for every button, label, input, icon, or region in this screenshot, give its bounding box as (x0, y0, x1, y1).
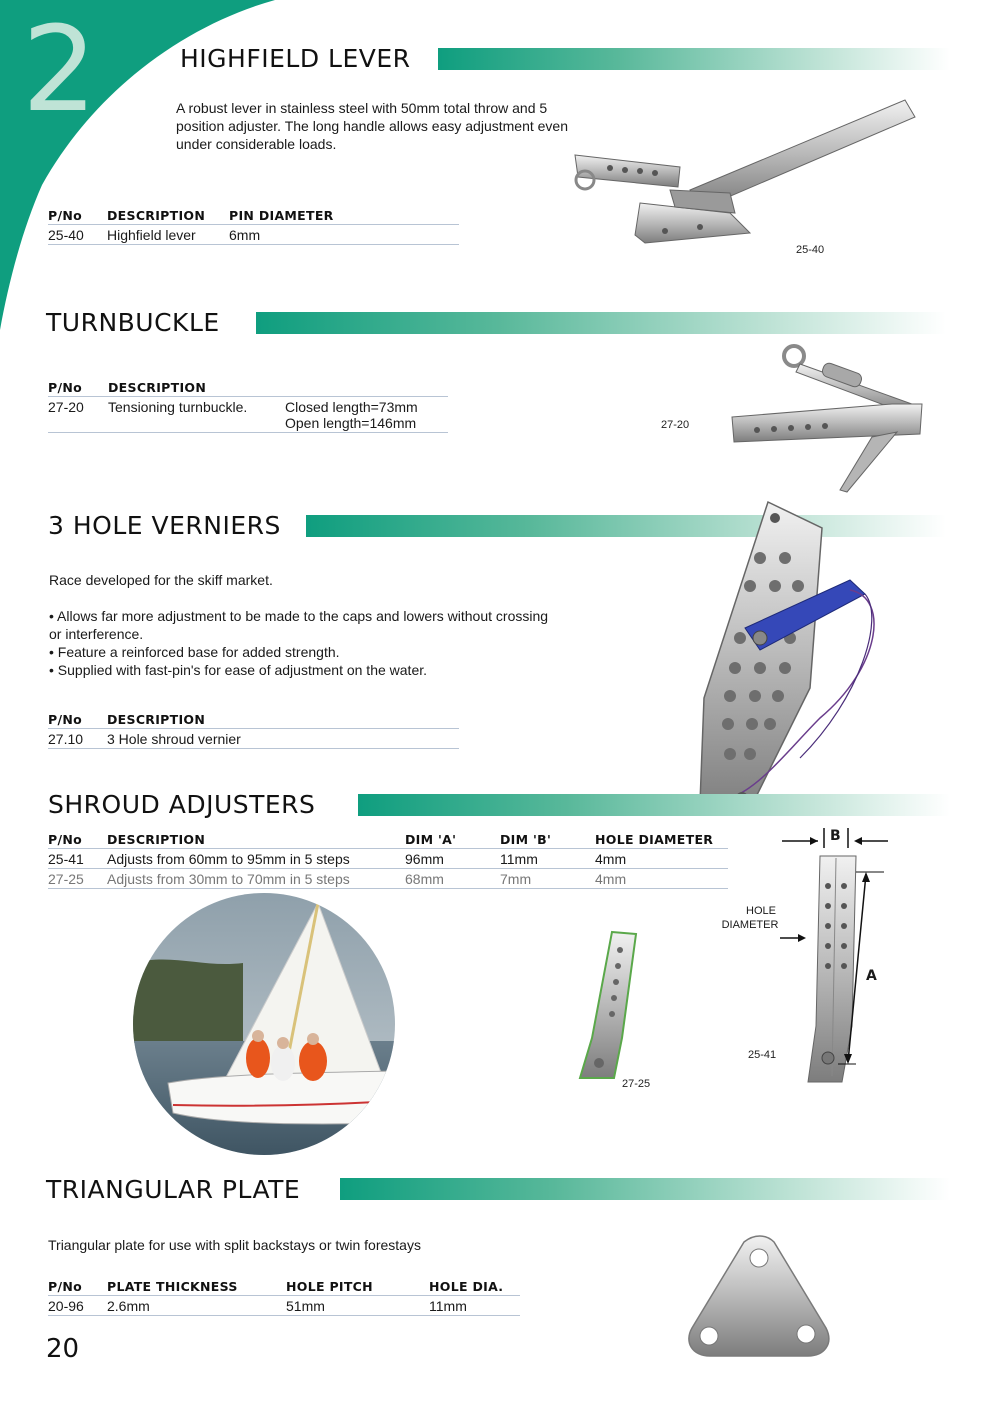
dim-a-label: A (866, 968, 877, 984)
verniers-intro: Race developed for the skiff market. (49, 572, 273, 588)
verniers-bullet: • Supplied with fast-pin's for ease of adjustment on the water. (49, 662, 428, 678)
col-header: P/No (48, 208, 107, 225)
col-header: HOLE PITCH (286, 1279, 429, 1296)
sailing-photo (133, 893, 395, 1155)
cell-dim-a: 96mm (405, 849, 500, 869)
highfield-title: HIGHFIELD LEVER (180, 44, 411, 73)
turnbuckle-image-caption: 27-20 (661, 419, 690, 431)
hole-diameter-label (718, 904, 782, 932)
cell-description: 3 Hole shroud vernier (107, 729, 459, 749)
highfield-title-bar (438, 48, 950, 70)
shroud-title: SHROUD ADJUSTERS (48, 790, 316, 819)
col-header (285, 380, 448, 397)
verniers-title: 3 HOLE VERNIERS (48, 511, 281, 540)
col-header: P/No (48, 380, 108, 397)
turnbuckle-image (722, 342, 932, 497)
cell-hole-dia: 11mm (429, 1296, 520, 1316)
table-row (48, 869, 728, 889)
shroud-adjuster-small-image (574, 928, 644, 1083)
hole-label-line-1: HOLE (746, 905, 776, 917)
cell-hole-pitch: 51mm (286, 1296, 429, 1316)
turnbuckle-title-bar (256, 312, 946, 334)
vernier-image (690, 498, 890, 818)
triangular-description: Triangular plate for use with split backstays or twin forestays (48, 1237, 421, 1253)
col-header: PLATE THICKNESS (107, 1279, 286, 1296)
triangular-spec-table (48, 1279, 520, 1316)
cell-dim-b: 11mm (500, 849, 595, 869)
cell-description: Tensioning turnbuckle. (108, 397, 285, 433)
cell-lengths (285, 397, 448, 433)
col-header: DESCRIPTION (107, 712, 459, 729)
col-header: P/No (48, 832, 107, 849)
shroud-title-bar (358, 794, 950, 816)
highfield-description: A robust lever in stainless steel with 50mm total throw and 5 position adjuster. The long handle allows easy adjustment even under considerable loads. (176, 100, 568, 152)
cell-pno: 25-41 (48, 849, 107, 869)
col-header: DIM 'A' (405, 832, 500, 849)
highfield-spec-table (48, 208, 459, 245)
turnbuckle-title: TURNBUCKLE (46, 308, 220, 337)
cell-description: Highfield lever (107, 225, 229, 245)
triangular-title: TRIANGULAR PLATE (46, 1175, 301, 1204)
cell-dim-b: 7mm (500, 869, 595, 889)
col-header: HOLE DIA. (429, 1279, 520, 1296)
dim-b-label: B (830, 828, 841, 844)
table-row (48, 849, 728, 869)
chapter-number: 2 (22, 0, 98, 138)
col-header: DESCRIPTION (107, 832, 405, 849)
table-row (48, 225, 459, 245)
cell-description: Adjusts from 60mm to 95mm in 5 steps (107, 849, 405, 869)
cell-pno: 27-20 (48, 397, 108, 433)
col-header: P/No (48, 712, 107, 729)
col-header: P/No (48, 1279, 107, 1296)
shroud-dimension-diagram (780, 826, 895, 1088)
page-number: 20 (46, 1334, 80, 1364)
cell-dim-a: 68mm (405, 869, 500, 889)
triangular-title-bar (340, 1178, 950, 1200)
highfield-lever-image (570, 95, 920, 255)
table-row (48, 729, 459, 749)
table-row (48, 1296, 520, 1316)
cell-pno: 20-96 (48, 1296, 107, 1316)
verniers-bullet: • Allows far more adjustment to be made to the caps and lowers without crossing or interference. (49, 608, 549, 642)
shroud-small-caption: 27-25 (622, 1078, 651, 1090)
col-header: DESCRIPTION (107, 208, 229, 225)
shroud-spec-table (48, 832, 728, 889)
open-length: Open length=146mm (285, 415, 417, 431)
cell-hole-diameter: 4mm (595, 869, 728, 889)
triangular-plate-image (684, 1236, 834, 1358)
shroud-large-caption: 25-41 (748, 1049, 777, 1061)
cell-pno: 27.10 (48, 729, 107, 749)
col-header: HOLE DIAMETER (595, 832, 728, 849)
col-header: DESCRIPTION (108, 380, 285, 397)
hole-label-line-2: DIAMETER (721, 919, 779, 931)
table-row (48, 397, 448, 433)
highfield-image-caption: 25-40 (796, 244, 825, 256)
closed-length: Closed length=73mm (285, 399, 418, 415)
col-header: PIN DIAMETER (229, 208, 459, 225)
turnbuckle-spec-table (48, 380, 448, 433)
cell-pno: 25-40 (48, 225, 107, 245)
cell-hole-diameter: 4mm (595, 849, 728, 869)
col-header: DIM 'B' (500, 832, 595, 849)
cell-plate-thickness: 2.6mm (107, 1296, 286, 1316)
cell-description: Adjusts from 30mm to 70mm in 5 steps (107, 869, 405, 889)
verniers-spec-table (48, 712, 459, 749)
cell-pin-diameter: 6mm (229, 225, 459, 245)
verniers-bullet: • Feature a reinforced base for added strength. (49, 644, 340, 660)
cell-pno: 27-25 (48, 869, 107, 889)
